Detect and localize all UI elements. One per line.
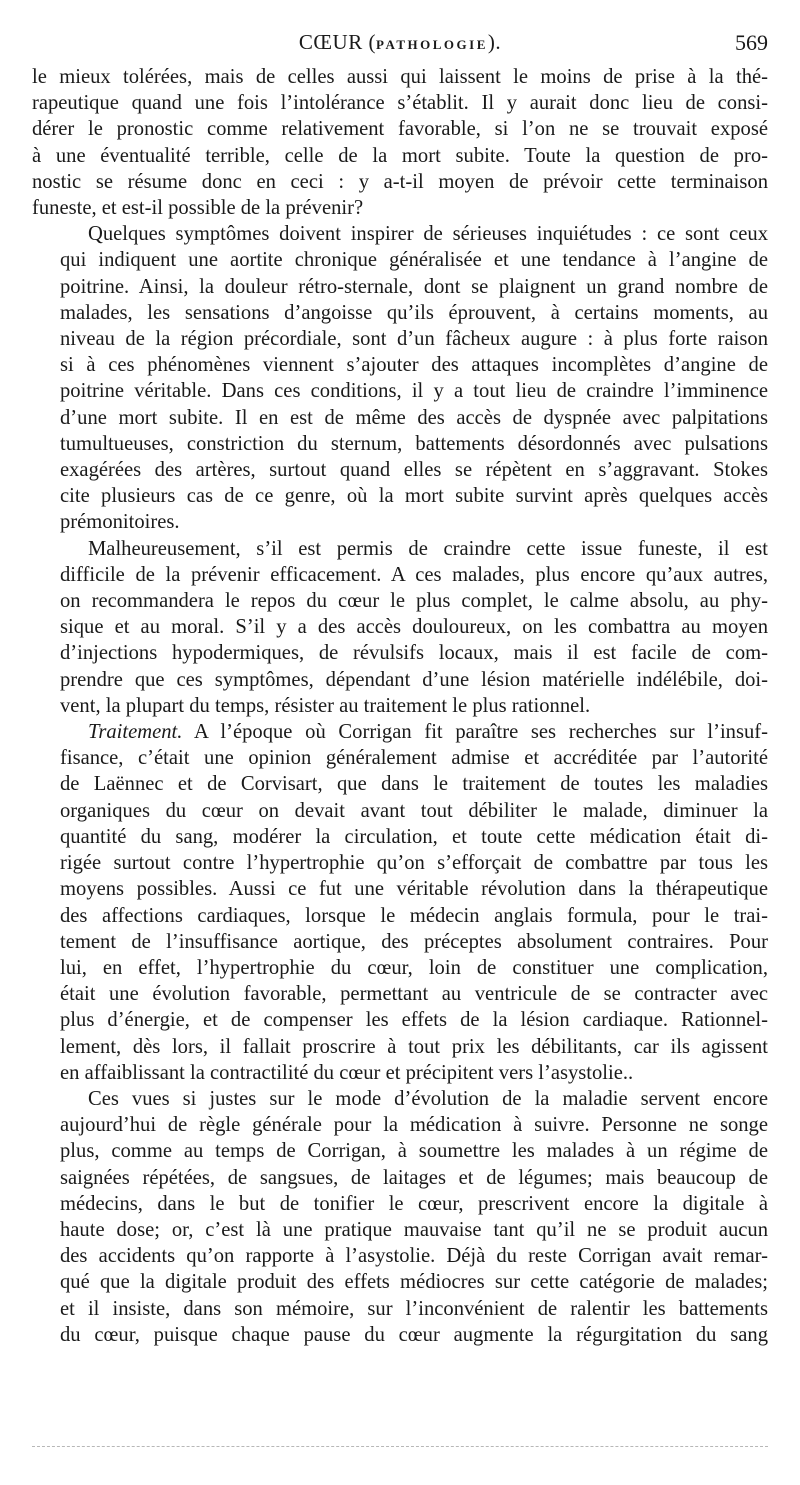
document-page: [32, 30, 768, 1348]
text-line: rigée surtout contre l’hypertrophie qu’on s’efforçait de combattre par tous les: [60, 852, 768, 875]
page-number: 569: [735, 30, 768, 55]
text-line: rapeutique quand une fois l’intolérance s’établit. Il y aurait donc lieu de consi-: [32, 92, 768, 115]
section-lead-title: Traitement.: [88, 721, 183, 744]
text-line: dérer le pronostic comme relativement favorable, si l’on ne se trouvait exposé: [32, 118, 768, 141]
text-line: vent, la plupart du temps, résister au traitement le plus rationnel.: [60, 694, 591, 717]
text-line: malades, les sensations d’angoisse qu’ils éprouvent, à certains moments, au: [60, 301, 768, 324]
paragraph: [32, 64, 768, 221]
text-line: organiques du cœur on devait avant tout débiliter le malade, diminuer la: [60, 799, 768, 822]
text-line-rest: A l’époque où Corrigan fit paraître ses recherches sur l’insuf-: [182, 721, 768, 744]
text-line: saignées répétées, de sangsues, de laitages et de légumes; mais beaucoup de: [60, 1166, 768, 1189]
body-text: [32, 64, 768, 1348]
text-line: si à ces phénomènes viennent s’ajouter des attaques incomplètes d’angine de: [60, 354, 768, 377]
text-line: exagérées des artères, surtout quand elles se répètent en s’aggravant. Stokes: [60, 459, 768, 482]
text-line: difficile de la prévenir efficacement. A ces malades, plus encore qu’aux autres,: [60, 563, 768, 586]
text-line: et il insiste, dans son mémoire, sur l’inconvénient de ralentir les battements: [60, 1297, 768, 1320]
text-line: d’une mort subite. Il en est de même des accès de dyspnée avec palpitations: [60, 406, 768, 429]
text-line: de Laënnec et de Corvisart, que dans le traitement de toutes les maladies: [60, 773, 768, 796]
text-line: poitrine véritable. Dans ces conditions, il y a tout lieu de craindre l’imminence: [60, 380, 768, 403]
text-line: prémonitoires.: [60, 511, 180, 534]
paragraph: [32, 719, 768, 1086]
paragraph: [32, 536, 768, 719]
text-line: était une évolution favorable, permettant au ventricule de se contracter avec: [60, 983, 768, 1006]
running-title-main: CŒUR (: [298, 30, 376, 54]
text-line: le mieux tolérées, mais de celles aussi qui laissent le moins de prise à la thé-: [32, 66, 768, 88]
running-head: [32, 30, 768, 64]
text-line: cite plusieurs cas de ce genre, où la mort subite survint après quelques accès: [60, 485, 768, 508]
text-line: poitrine. Ainsi, la douleur rétro-sternale, dont se plaignent un grand nombre de: [60, 275, 768, 298]
running-title: [32, 30, 768, 55]
text-line: Ces vues si justes sur le mode d’évolution de la maladie servent encore: [88, 1087, 768, 1110]
text-line: tumultueuses, constriction du sternum, battements désordonnés avec pulsations: [60, 432, 768, 455]
paragraph: [32, 1086, 768, 1348]
text-line: aujourd’hui de règle générale pour la médication à suivre. Personne ne songe: [60, 1114, 768, 1137]
text-line: haute dose; or, c’est là une pratique mauvaise tant qu’il ne se produit aucun: [60, 1218, 768, 1241]
text-line: lui, en effet, l’hypertrophie du cœur, loin de constituer une complication,: [60, 956, 768, 979]
text-line: Quelques symptômes doivent inspirer de sérieuses inquiétudes : ce sont ceux: [88, 223, 768, 246]
text-line: niveau de la région précordiale, sont d’un fâcheux augure : à plus forte raison: [60, 328, 768, 351]
text-line: à une éventualité terrible, celle de la mort subite. Toute la question de pro-: [32, 144, 768, 167]
bottom-rule: [32, 1446, 768, 1447]
text-line: en affaiblissant la contractilité du cœur et précipitent vers l’asystolie..: [60, 1061, 634, 1084]
text-line: tement de l’insuffisance aortique, des préceptes absolument contraires. Pour: [60, 930, 768, 953]
text-line: sique et au moral. S’il y a des accès douloureux, on les combattra au moyen: [60, 616, 768, 639]
text-line: prendre que ces symptômes, dépendant d’une lésion matérielle indélébile, doi-: [60, 668, 768, 691]
text-line: quantité du sang, modérer la circulation, et toute cette médication était di-: [60, 825, 768, 848]
text-line: Malheureusement, s’il est permis de craindre cette issue funeste, il est: [88, 537, 768, 560]
paragraph: [32, 221, 768, 535]
text-line: lement, dès lors, il fallait proscrire à tout prix les débilitants, car ils agissent: [60, 1035, 768, 1058]
text-line: des accidents qu’on rapporte à l’asystolie. Déjà du reste Corrigan avait remar-: [60, 1245, 768, 1268]
running-title-section: PATHOLOGIE: [375, 37, 488, 52]
text-line: d’injections hypodermiques, de révulsifs locaux, mais il est facile de com-: [60, 642, 768, 665]
text-line: médecins, dans le but de tonifier le cœur, prescrivent encore la digitale à: [60, 1192, 768, 1215]
text-line: fisance, c’était une opinion généralement admise et accréditée par l’autorité: [60, 747, 768, 770]
text-line: on recommandera le repos du cœur le plus complet, le calme absolu, au phy-: [60, 590, 768, 613]
text-line: moyens possibles. Aussi ce fut une véritable révolution dans la thérapeutique: [60, 878, 768, 901]
text-line: des affections cardiaques, lorsque le médecin anglais formula, pour le trai-: [60, 904, 768, 927]
text-line: [32, 719, 768, 745]
text-line: funeste, et est-il possible de la prévenir?: [32, 197, 364, 220]
text-line: qui indiquent une aortite chronique généralisée et une tendance à l’angine de: [60, 249, 768, 272]
text-line: plus, comme au temps de Corrigan, à soumettre les malades à un régime de: [60, 1140, 768, 1163]
running-title-close: ).: [487, 30, 502, 54]
text-line: du cœur, puisque chaque pause du cœur augmente la régurgitation du sang: [60, 1323, 768, 1346]
text-line: nostic se résume donc en ceci : y a-t-il moyen de prévoir cette terminaison: [32, 170, 768, 193]
text-line: qué que la digitale produit des effets médiocres sur cette catégorie de malades;: [60, 1271, 768, 1294]
text-line: plus d’énergie, et de compenser les effets de la lésion cardiaque. Rationnel-: [60, 1009, 768, 1032]
